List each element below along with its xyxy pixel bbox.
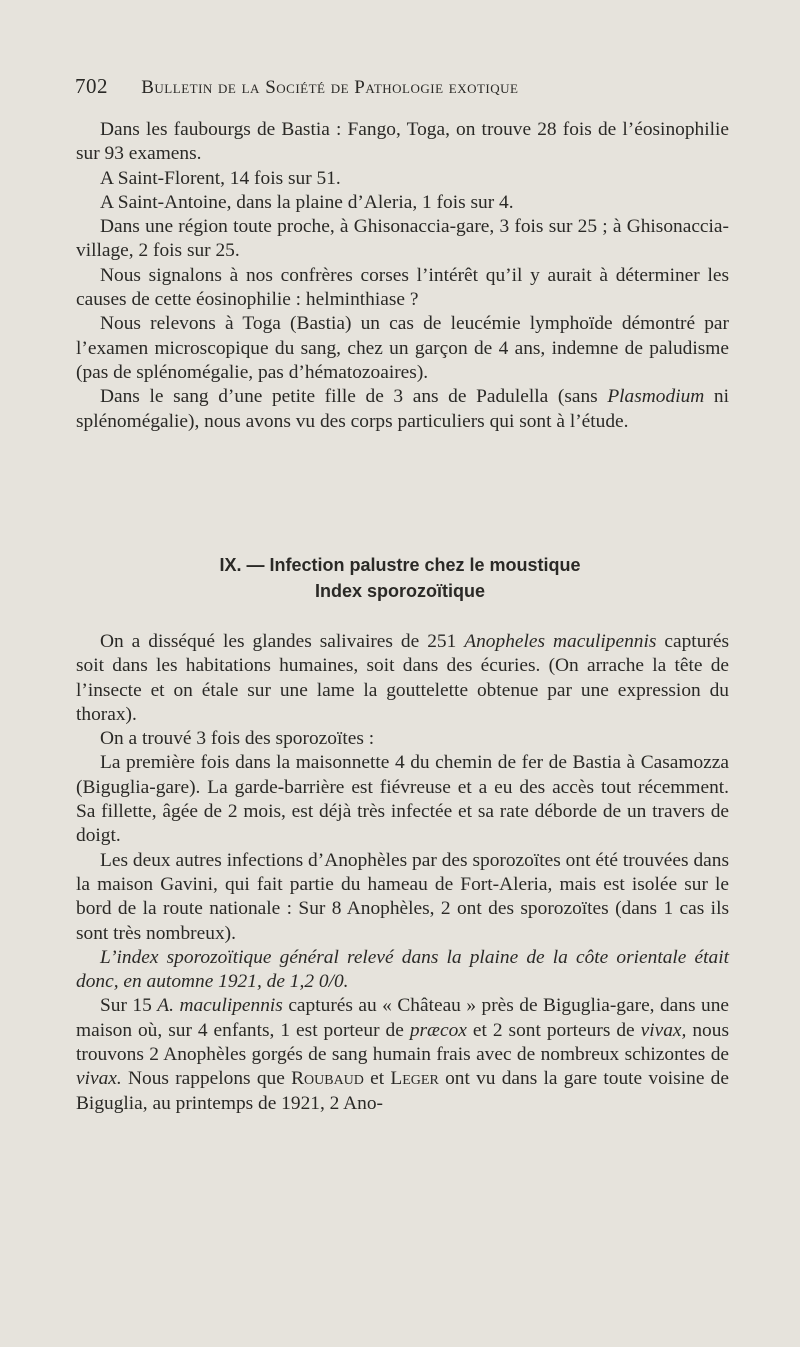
text-run: ont vu dans la gare toute voisine de Biguglia, au printemps de 1921, 2 Ano- — [76, 1068, 729, 1114]
text-run: Dans le sang d’une petite fille de 3 ans de Padulella (sans — [100, 386, 608, 408]
paragraph: A Saint-Florent, 14 fois sur 51. — [100, 167, 341, 189]
paragraph: Nous relevons à Toga (Bastia) un cas de leucémie lymphoïde démontré par l’examen microscopique du sang, chez un garçon de 4 ans, indemne de paludisme (pas de splénomégalie, pas d’hématozoaires). — [76, 313, 729, 383]
paragraph: Dans les faubourgs de Bastia : Fango, Toga, on trouve 28 fois de l’éosinophilie sur 93 examens. — [76, 119, 729, 165]
running-header — [75, 74, 735, 99]
paragraph — [76, 385, 729, 434]
italic-term: præcox — [409, 1019, 467, 1041]
page-number: 702 — [75, 74, 108, 98]
italic-term: vivax, — [640, 1019, 687, 1041]
italic-sentence: L’index sporozoïtique général relevé dans la plaine de la côte orientale était donc, en automne 1921, de 1,2 0/0. — [76, 946, 729, 993]
text-block-eosinophilia — [76, 118, 729, 434]
paragraph: Nous signalons à nos confrères corses l’intérêt qu’il y aurait à déterminer les causes de cette éosinophilie : helminthiase ? — [76, 264, 729, 311]
text-run: capturés soit dans les habitations humaines, soit dans des écuries. (On arrache la tête de l’insecte et on étale sur une lame la gouttelette obtenue par une expression du thorax). — [76, 631, 729, 725]
paragraph: Dans une région toute proche, à Ghisonaccia-gare, 3 fois sur 25 ; à Ghisonaccia-village, 2 fois sur 25. — [76, 216, 729, 262]
section-subheading: Index sporozoïtique — [314, 581, 485, 601]
italic-term: vivax. — [76, 1068, 122, 1090]
journal-title: Bulletin de la Société de Pathologie exotique — [141, 77, 519, 98]
section-heading: IX. — Infection palustre chez le moustique — [219, 555, 581, 575]
paragraph: Les deux autres infections d’Anophèles par des sporozoïtes ont été trouvées dans la maison Gavini, qui fait partie du hameau de Fort-Aleria, mais est isolée sur le bord de la route nationale : Sur 8 Anophèles, 2 ont des sporozoïtes (dans 1 cas ils sont très nombreux). — [76, 849, 729, 944]
italic-term: A. maculipennis — [157, 995, 283, 1017]
italic-term: Plasmodium — [607, 386, 705, 408]
text-run: et 2 sont porteurs de — [466, 1019, 641, 1041]
text-block-sporozoite-index — [76, 630, 729, 1116]
text-run: ni splénomégalie), nous avons vu des corps particuliers qui sont à l’étude. — [76, 386, 729, 432]
paragraph: On a trouvé 3 fois des sporozoïtes : — [100, 728, 375, 750]
paragraph — [76, 630, 729, 727]
text-run: et — [363, 1068, 391, 1090]
text-run: nous trouvons 2 Anophèles gorgés de sang humain frais avec de nombreux schizontes de — [76, 1019, 729, 1066]
author-name: Roubaud — [291, 1068, 364, 1090]
text-run: capturés au « Château » près de Biguglia-gare, dans une maison où, sur 4 enfants, 1 est porteur de — [76, 995, 730, 1041]
paragraph: A Saint-Antoine, dans la plaine d’Aleria, 1 fois sur 4. — [100, 191, 514, 213]
text-run: Nous rappelons que — [121, 1068, 292, 1090]
italic-term: Anopheles maculipennis — [464, 631, 657, 652]
paragraph — [76, 994, 729, 1115]
text-run: On a disséqué les glandes salivaires de 251 — [100, 631, 465, 652]
paragraph: La première fois dans la maisonnette 4 du chemin de fer de Bastia à Casamozza (Biguglia-gare). La garde-barrière est fiévreuse et a eu des accès tout récemment. Sa fillette, âgée de 2 mois, est déjà très infectée et sa rate déborde de un travers de doigt. — [76, 752, 729, 847]
text-run: Sur 15 — [100, 995, 158, 1017]
paragraph — [76, 946, 729, 995]
author-name: Leger — [390, 1068, 439, 1090]
